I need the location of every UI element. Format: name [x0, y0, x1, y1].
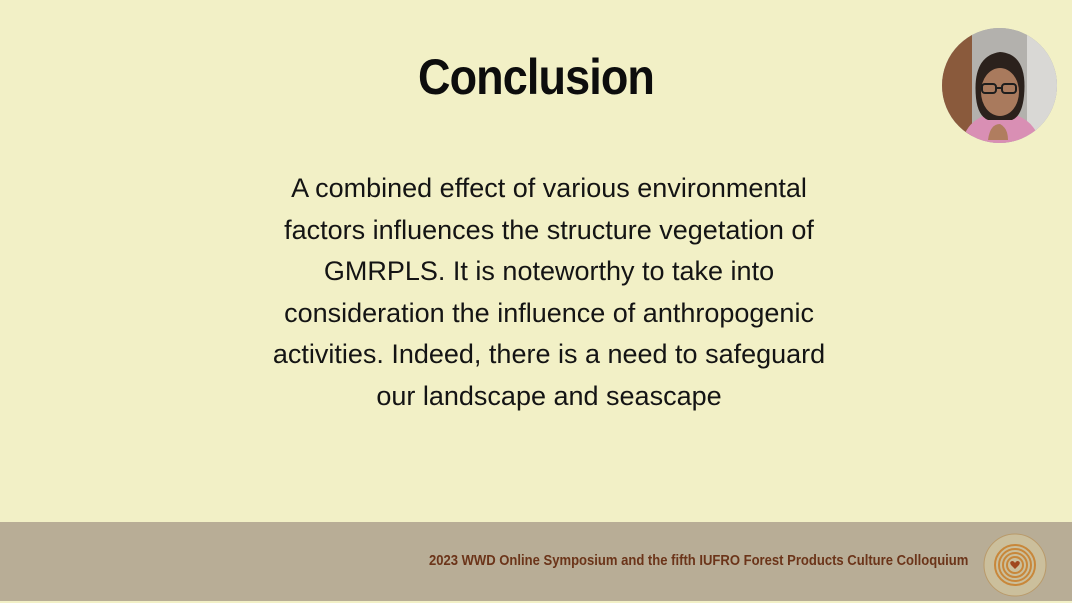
body-line: A combined effect of various environmental	[291, 173, 807, 203]
slide-title: Conclusion	[418, 49, 654, 105]
event-title: 2023 WWD Online Symposium and the fifth IUFRO Forest Products Culture Colloquium	[428, 553, 968, 569]
presenter-video-icon	[942, 28, 1057, 143]
body-line: GMRPLS. It is noteworthy to take into	[323, 256, 775, 287]
body-line: factors influences the structure vegetation of	[284, 214, 814, 245]
world-wood-day-logo	[982, 532, 1048, 598]
body-line: activities. Indeed, there is a need to safeguard	[272, 339, 826, 370]
body-line: consideration the influence of anthropogenic	[284, 297, 814, 328]
presenter-webcam[interactable]	[942, 28, 1057, 143]
wood-rings-icon	[982, 532, 1048, 598]
body-line: our landscape and seascape	[376, 380, 722, 411]
footer-bar	[0, 522, 1072, 601]
slide-body	[262, 168, 836, 418]
